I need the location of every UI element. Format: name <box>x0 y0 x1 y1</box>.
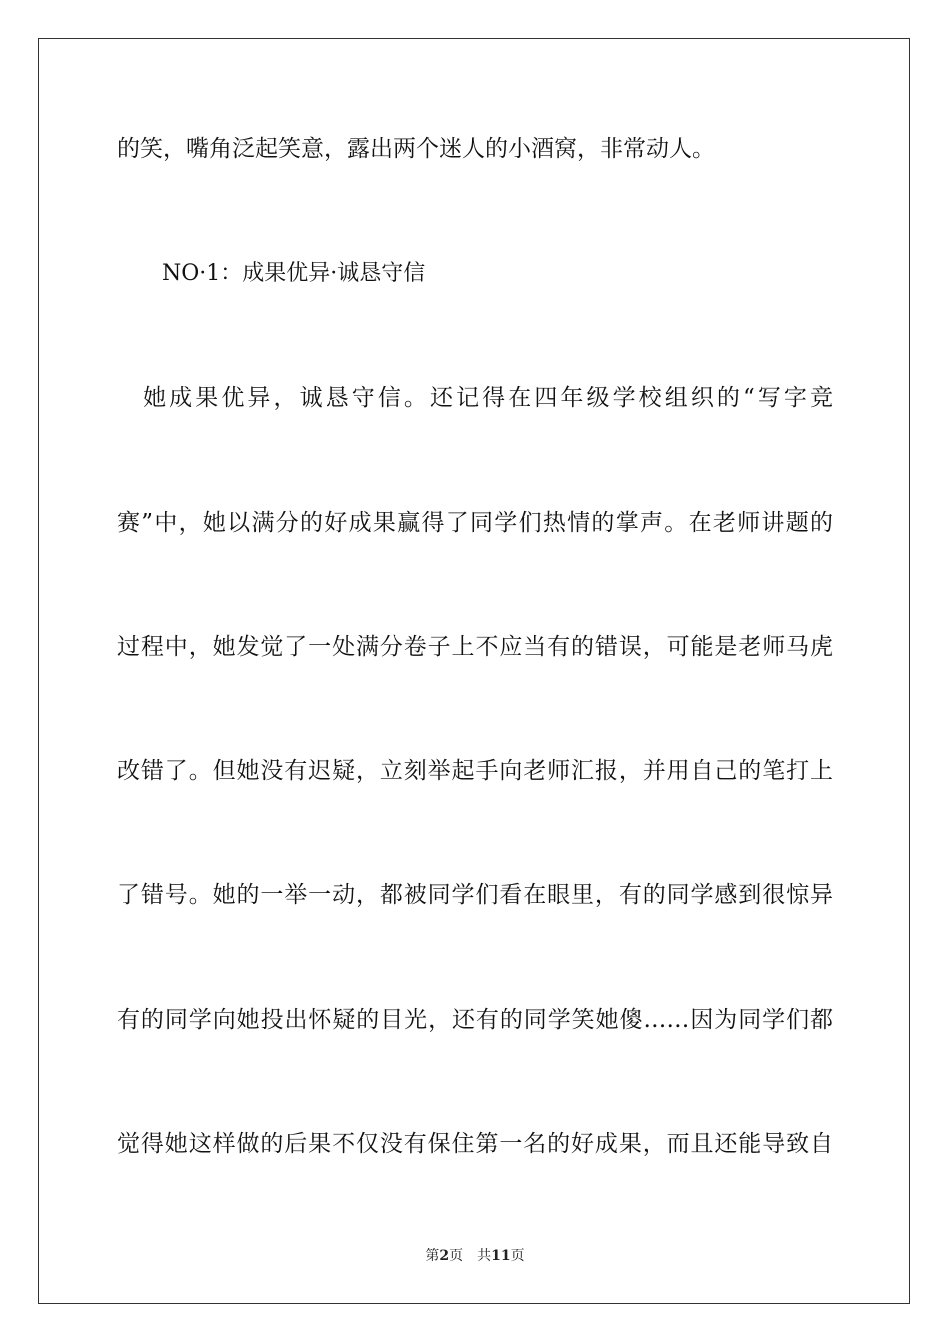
paragraph-line-6: 了错号。她的一举一动，都被同学们看在眼里，有的同学感到很惊异 <box>117 882 833 908</box>
footer-prefix: 第 <box>425 1248 440 1264</box>
paragraph-line-5: 改错了。但她没有迟疑，立刻举起手向老师汇报，并用自己的笔打上 <box>117 758 833 784</box>
paragraph-line-8: 觉得她这样做的后果不仅没有保住第一名的好成果，而且还能导致自 <box>117 1131 833 1157</box>
paragraph-line-7: 有的同学向她投出怀疑的目光，还有的同学笑她傻……因为同学们都 <box>117 1007 833 1033</box>
footer-page-number: 2 <box>439 1248 450 1264</box>
page-footer <box>0 1247 950 1265</box>
footer-suffix: 页 <box>510 1248 525 1264</box>
paragraph-line-4: 过程中，她发觉了一处满分卷子上不应当有的错误，可能是老师马虎 <box>117 634 833 660</box>
paragraph-line-3: 赛”中，她以满分的好成果赢得了同学们热情的掌声。在老师讲题的 <box>117 510 833 536</box>
page-border <box>38 38 910 1304</box>
paragraph-line-2: 她成果优异，诚恳守信。还记得在四年级学校组织的“写字竞 <box>117 385 833 411</box>
section-heading: NO·1：成果优异·诚恳守信 <box>162 261 426 286</box>
paragraph-line-1: 的笑，嘴角泛起笑意，露出两个迷人的小酒窝，非常动人。 <box>117 136 715 162</box>
footer-mid: 页 共 <box>449 1248 492 1264</box>
footer-total-pages: 11 <box>491 1248 511 1264</box>
